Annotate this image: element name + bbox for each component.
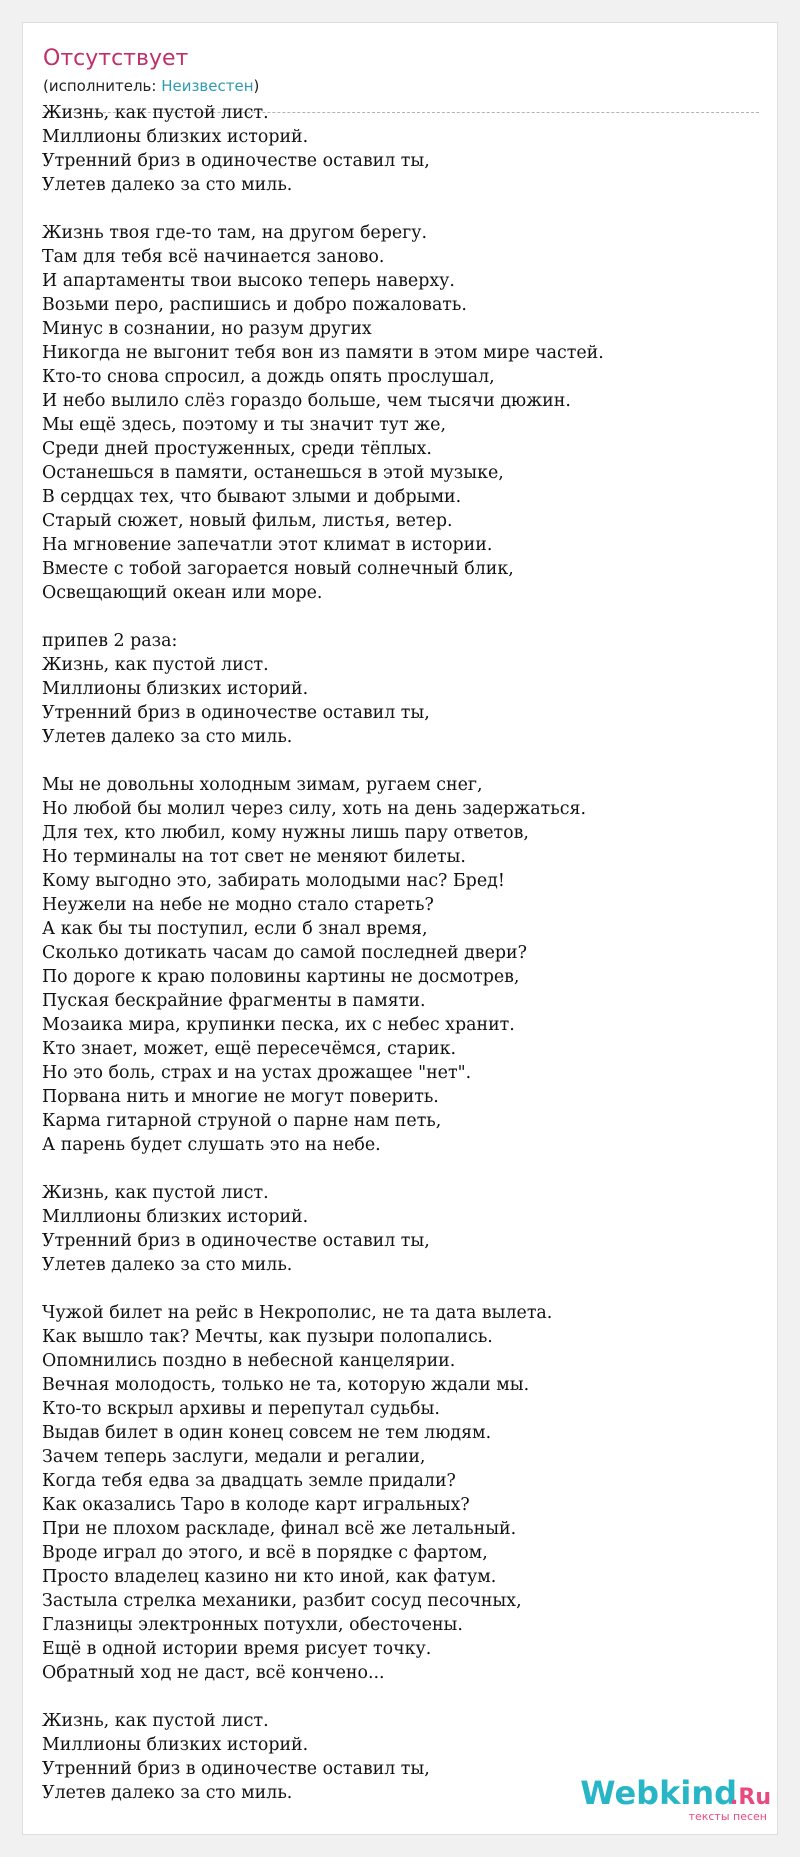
lyric-line: Порвана нить и многие не могут поверить. bbox=[42, 1087, 439, 1107]
lyric-line: При не плохом раскладе, финал всё же летальный. bbox=[42, 1519, 517, 1539]
lyric-line: Опомнились поздно в небесной канцелярии. bbox=[42, 1351, 456, 1371]
lyric-line: Жизнь, как пустой лист. bbox=[42, 1183, 269, 1203]
lyric-line: Как вышло так? Мечты, как пузыри полопались. bbox=[42, 1327, 493, 1347]
lyric-line: Останешься в памяти, останешься в этой музыке, bbox=[42, 463, 504, 483]
lyric-line: Кому выгодно это, забирать молодыми нас? Бред! bbox=[42, 871, 505, 891]
lyric-line: Утренний бриз в одиночестве оставил ты, bbox=[42, 1231, 430, 1251]
lyric-line: Улетев далеко за сто миль. bbox=[42, 727, 293, 747]
lyrics-stanza bbox=[42, 1301, 758, 1685]
lyric-line: Вместе с тобой загорается новый солнечный блик, bbox=[42, 559, 514, 579]
lyric-line: Минус в сознании, но разум других bbox=[42, 319, 372, 339]
lyric-line: Миллионы близких историй. bbox=[42, 1735, 309, 1755]
lyric-line: Жизнь, как пустой лист. bbox=[42, 1711, 269, 1731]
artist-line bbox=[43, 76, 259, 96]
lyrics-stanza bbox=[42, 221, 758, 605]
lyric-line: Кто-то снова спросил, а дождь опять прослушал, bbox=[42, 367, 495, 387]
lyric-line: Ещё в одной истории время рисует точку. bbox=[42, 1639, 432, 1659]
lyric-line: Мы ещё здесь, поэтому и ты значит тут же, bbox=[42, 415, 446, 435]
lyric-line: Для тех, кто любил, кому нужны лишь пару ответов, bbox=[42, 823, 529, 843]
lyric-line: Пуская бескрайние фрагменты в памяти. bbox=[42, 991, 426, 1011]
lyric-line: Вроде играл до этого, и всё в порядке с фартом, bbox=[42, 1543, 488, 1563]
lyric-line: Когда тебя едва за двадцать земле придали? bbox=[42, 1471, 456, 1491]
lyric-line: Жизнь твоя где-то там, на другом берегу. bbox=[42, 223, 428, 243]
artist-link[interactable]: Неизвестен bbox=[161, 77, 254, 95]
lyrics-stanza bbox=[42, 1181, 758, 1277]
lyric-line: Среди дней простуженных, среди тёплых. bbox=[42, 439, 432, 459]
lyric-line: Миллионы близких историй. bbox=[42, 127, 309, 147]
lyric-line: Чужой билет на рейс в Некрополис, не та дата вылета. bbox=[42, 1303, 553, 1323]
lyric-line: Но это боль, страх и на устах дрожащее "нет". bbox=[42, 1063, 472, 1083]
lyric-line: Обратный ход не даст, всё кончено... bbox=[42, 1663, 385, 1683]
lyrics-stanza bbox=[42, 101, 758, 197]
lyric-line: Застыла стрелка механики, разбит сосуд песочных, bbox=[42, 1591, 522, 1611]
lyric-line: А парень будет слушать это на небе. bbox=[42, 1135, 381, 1155]
lyric-line: Жизнь, как пустой лист. bbox=[42, 103, 269, 123]
lyric-line: Вечная молодость, только не та, которую ждали мы. bbox=[42, 1375, 530, 1395]
lyric-line: Утренний бриз в одиночестве оставил ты, bbox=[42, 151, 430, 171]
logo-brand: Webkind bbox=[580, 1774, 737, 1812]
lyric-line: Просто владелец казино ни кто иной, как фатум. bbox=[42, 1567, 497, 1587]
lyric-line: Никогда не выгонит тебя вон из памяти в этом мире частей. bbox=[42, 343, 604, 363]
artist-prefix: (исполнитель: bbox=[43, 77, 162, 95]
lyric-line: Выдав билет в один конец совсем не тем людям. bbox=[42, 1423, 492, 1443]
lyric-line: Глазницы электронных потухли, обесточены. bbox=[42, 1615, 463, 1635]
lyric-line: Как оказались Таро в колоде карт игральных? bbox=[42, 1495, 470, 1515]
lyric-line: Кто знает, может, ещё пересечёмся, старик. bbox=[42, 1039, 457, 1059]
lyric-line: Но любой бы молил через силу, хоть на день задержаться. bbox=[42, 799, 587, 819]
lyrics-stanza bbox=[42, 773, 758, 1157]
lyric-line: Сколько дотикать часам до самой последней двери? bbox=[42, 943, 527, 963]
lyric-line: Миллионы близких историй. bbox=[42, 679, 309, 699]
lyric-line: А как бы ты поступил, если б знал время, bbox=[42, 919, 428, 939]
lyric-line: Зачем теперь заслуги, медали и регалии, bbox=[42, 1447, 426, 1467]
lyric-line: Там для тебя всё начинается заново. bbox=[42, 247, 385, 267]
logo-tld: .Ru bbox=[730, 1785, 771, 1810]
lyric-line: Мы не довольны холодным зимам, ругаем снег, bbox=[42, 775, 483, 795]
webkind-logo bbox=[571, 1772, 771, 1828]
lyrics-body bbox=[42, 101, 758, 1829]
lyrics-card bbox=[22, 22, 778, 1835]
lyric-line: Кто-то вскрыл архивы и перепутал судьбы. bbox=[42, 1399, 440, 1419]
lyric-line: Улетев далеко за сто миль. bbox=[42, 1255, 293, 1275]
lyric-line: Карма гитарной струной о парне нам петь, bbox=[42, 1111, 442, 1131]
logo-tagline: тексты песен bbox=[688, 1810, 767, 1823]
song-title: Отсутствует bbox=[43, 46, 189, 71]
lyric-line: Улетев далеко за сто миль. bbox=[42, 1783, 293, 1803]
lyric-line: Мозаика мира, крупинки песка, их с небес хранит. bbox=[42, 1015, 515, 1035]
lyric-line: Улетев далеко за сто миль. bbox=[42, 175, 293, 195]
lyrics-stanza bbox=[42, 629, 758, 749]
lyric-line: И небо вылило слёз гораздо больше, чем тысячи дюжин. bbox=[42, 391, 571, 411]
lyric-line: Жизнь, как пустой лист. bbox=[42, 655, 269, 675]
lyric-line: В сердцах тех, что бывают злыми и добрыми. bbox=[42, 487, 462, 507]
lyric-line: На мгновение запечатли этот климат в истории. bbox=[42, 535, 493, 555]
lyric-line: Но терминалы на тот свет не меняют билеты. bbox=[42, 847, 466, 867]
lyric-line: припев 2 раза: bbox=[42, 631, 178, 651]
lyric-line: И апартаменты твои высоко теперь наверху. bbox=[42, 271, 455, 291]
lyric-line: Освещающий океан или море. bbox=[42, 583, 323, 603]
lyric-line: Миллионы близких историй. bbox=[42, 1207, 309, 1227]
lyric-line: По дороге к краю половины картины не досмотрев, bbox=[42, 967, 520, 987]
lyric-line: Утренний бриз в одиночестве оставил ты, bbox=[42, 703, 430, 723]
lyric-line: Возьми перо, распишись и добро пожаловать. bbox=[42, 295, 467, 315]
lyric-line: Неужели на небе не модно стало стареть? bbox=[42, 895, 434, 915]
artist-suffix: ) bbox=[253, 77, 260, 95]
lyric-line: Утренний бриз в одиночестве оставил ты, bbox=[42, 1759, 430, 1779]
lyric-line: Старый сюжет, новый фильм, листья, ветер. bbox=[42, 511, 453, 531]
